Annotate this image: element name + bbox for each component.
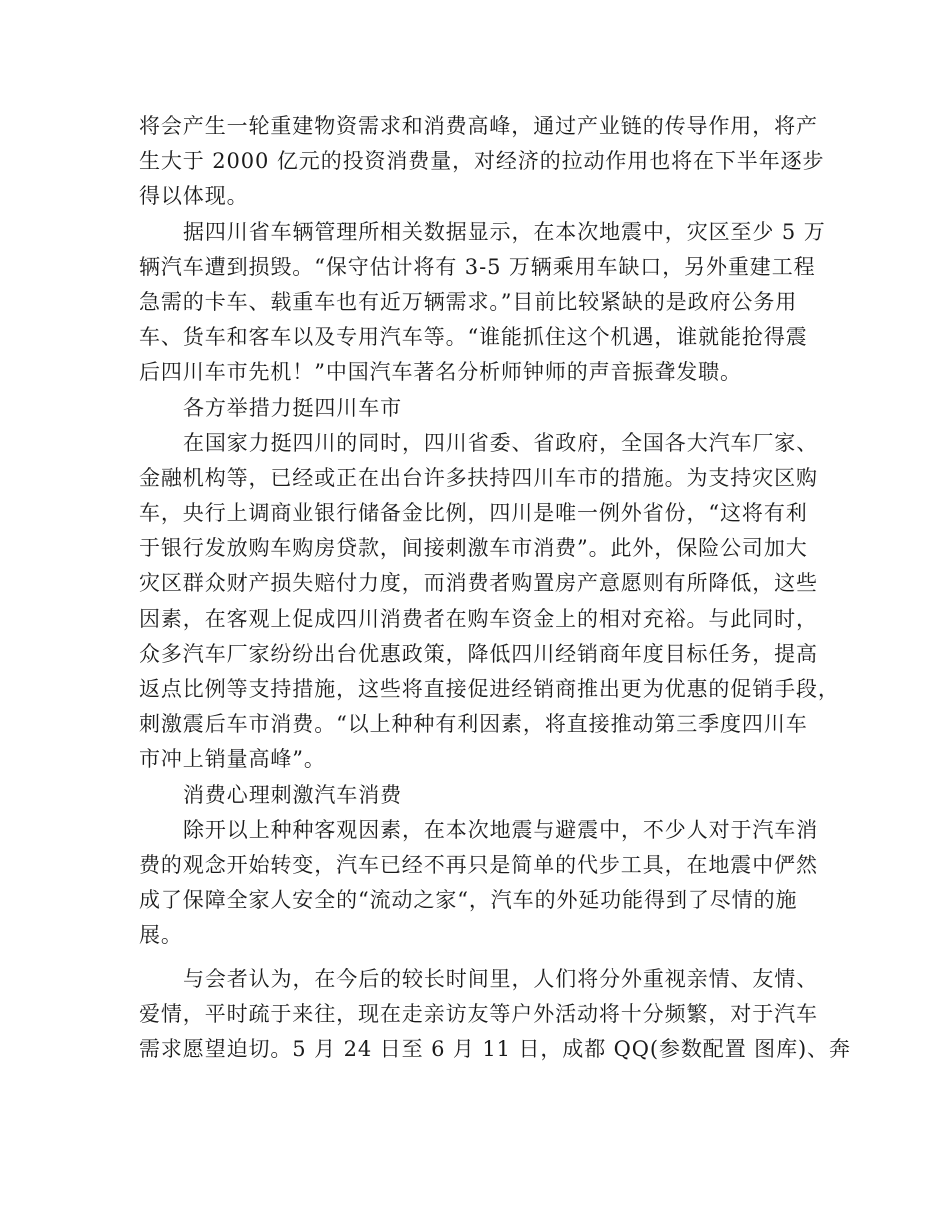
paragraph-spacer bbox=[139, 954, 829, 962]
text-line: 据四川省车辆管理所相关数据显示，在本次地震中，灾区至少 5 万 bbox=[183, 219, 826, 244]
text-line: 爱情，平时疏于来往，现在走亲访友等户外活动将十分频繁，对于汽车 bbox=[139, 1001, 818, 1026]
text-line: 成了保障全家人安全的“流动之家“，汽车的外延功能得到了尽情的施 bbox=[139, 888, 798, 913]
text-line: 金融机构等，已经或正在出台许多扶持四川车市的措施。为支持灾区购 bbox=[139, 465, 818, 490]
paragraph bbox=[139, 962, 851, 1068]
section-heading-text: 各方举措力挺四川车市 bbox=[183, 395, 402, 420]
section-heading bbox=[139, 778, 829, 813]
paragraph bbox=[139, 813, 829, 954]
text-line: 刺激震后车市消费。“以上种种有利因素，将直接推动第三季度四川车 bbox=[139, 712, 808, 737]
text-line: 生大于 2000 亿元的投资消费量，对经济的拉动作用也将在下半年逐步 bbox=[139, 149, 825, 174]
section-heading-text: 消费心理刺激汽车消费 bbox=[183, 782, 402, 807]
text-line: 众多汽车厂家纷纷出台优惠政策，降低四川经销商年度目标任务，提高 bbox=[139, 641, 818, 666]
text-line: 于银行发放购车购房贷款，间接刺激车市消费”。此外，保险公司加大 bbox=[139, 536, 808, 561]
text-line: 车，央行上调商业银行储备金比例，四川是唯一例外省份，“这将有利 bbox=[139, 501, 808, 526]
paragraph bbox=[139, 426, 840, 778]
text-line: 返点比例等支持措施，这些将直接促进经销商推出更为优惠的促销手段， bbox=[139, 677, 840, 701]
text-line: 后四川车市先机！”中国汽车著名分析师钟师的声音振聋发聩。 bbox=[139, 360, 742, 385]
text-line: 辆汽车遭到损毁。“保守估计将有 3-5 万辆乘用车缺口，另外重建工程 bbox=[139, 254, 816, 279]
text-line: 车、货车和客车以及专用汽车等。“谁能抓住这个机遇，谁就能抢得震 bbox=[139, 325, 808, 350]
text-line: 在国家力挺四川的同时，四川省委、省政府，全国各大汽车厂家、 bbox=[183, 430, 819, 455]
text-line: 市冲上销量高峰”。 bbox=[139, 747, 326, 772]
text-line: 除开以上种种客观因素，在本次地震与避震中，不少人对于汽车消 bbox=[183, 817, 819, 842]
text-line: 需求愿望迫切。5 月 24 日至 6 月 11 日，成都 QQ(参数配置 图库)、奔 bbox=[139, 1036, 851, 1061]
section-heading bbox=[139, 391, 829, 426]
text-line: 因素，在客观上促成四川消费者在购车资金上的相对充裕。与此同时， bbox=[139, 606, 818, 631]
paragraph bbox=[139, 109, 829, 215]
paragraph bbox=[139, 215, 829, 391]
document-body bbox=[139, 109, 851, 1067]
text-line: 费的观念开始转变，汽车已经不再只是简单的代步工具，在地震中俨然 bbox=[139, 852, 818, 877]
text-line: 与会者认为，在今后的较长时间里，人们将分外重视亲情、友情、 bbox=[183, 966, 819, 991]
text-line: 展。 bbox=[139, 923, 183, 948]
text-line: 灾区群众财产损失赔付力度，而消费者购置房产意愿则有所降低，这些 bbox=[139, 571, 818, 596]
text-line: 将会产生一轮重建物资需求和消费高峰，通过产业链的传导作用，将产 bbox=[139, 114, 818, 138]
text-line: 得以体现。 bbox=[139, 184, 249, 209]
text-line: 急需的卡车、载重车也有近万辆需求。”目前比较紧缺的是政府公务用 bbox=[139, 289, 798, 314]
